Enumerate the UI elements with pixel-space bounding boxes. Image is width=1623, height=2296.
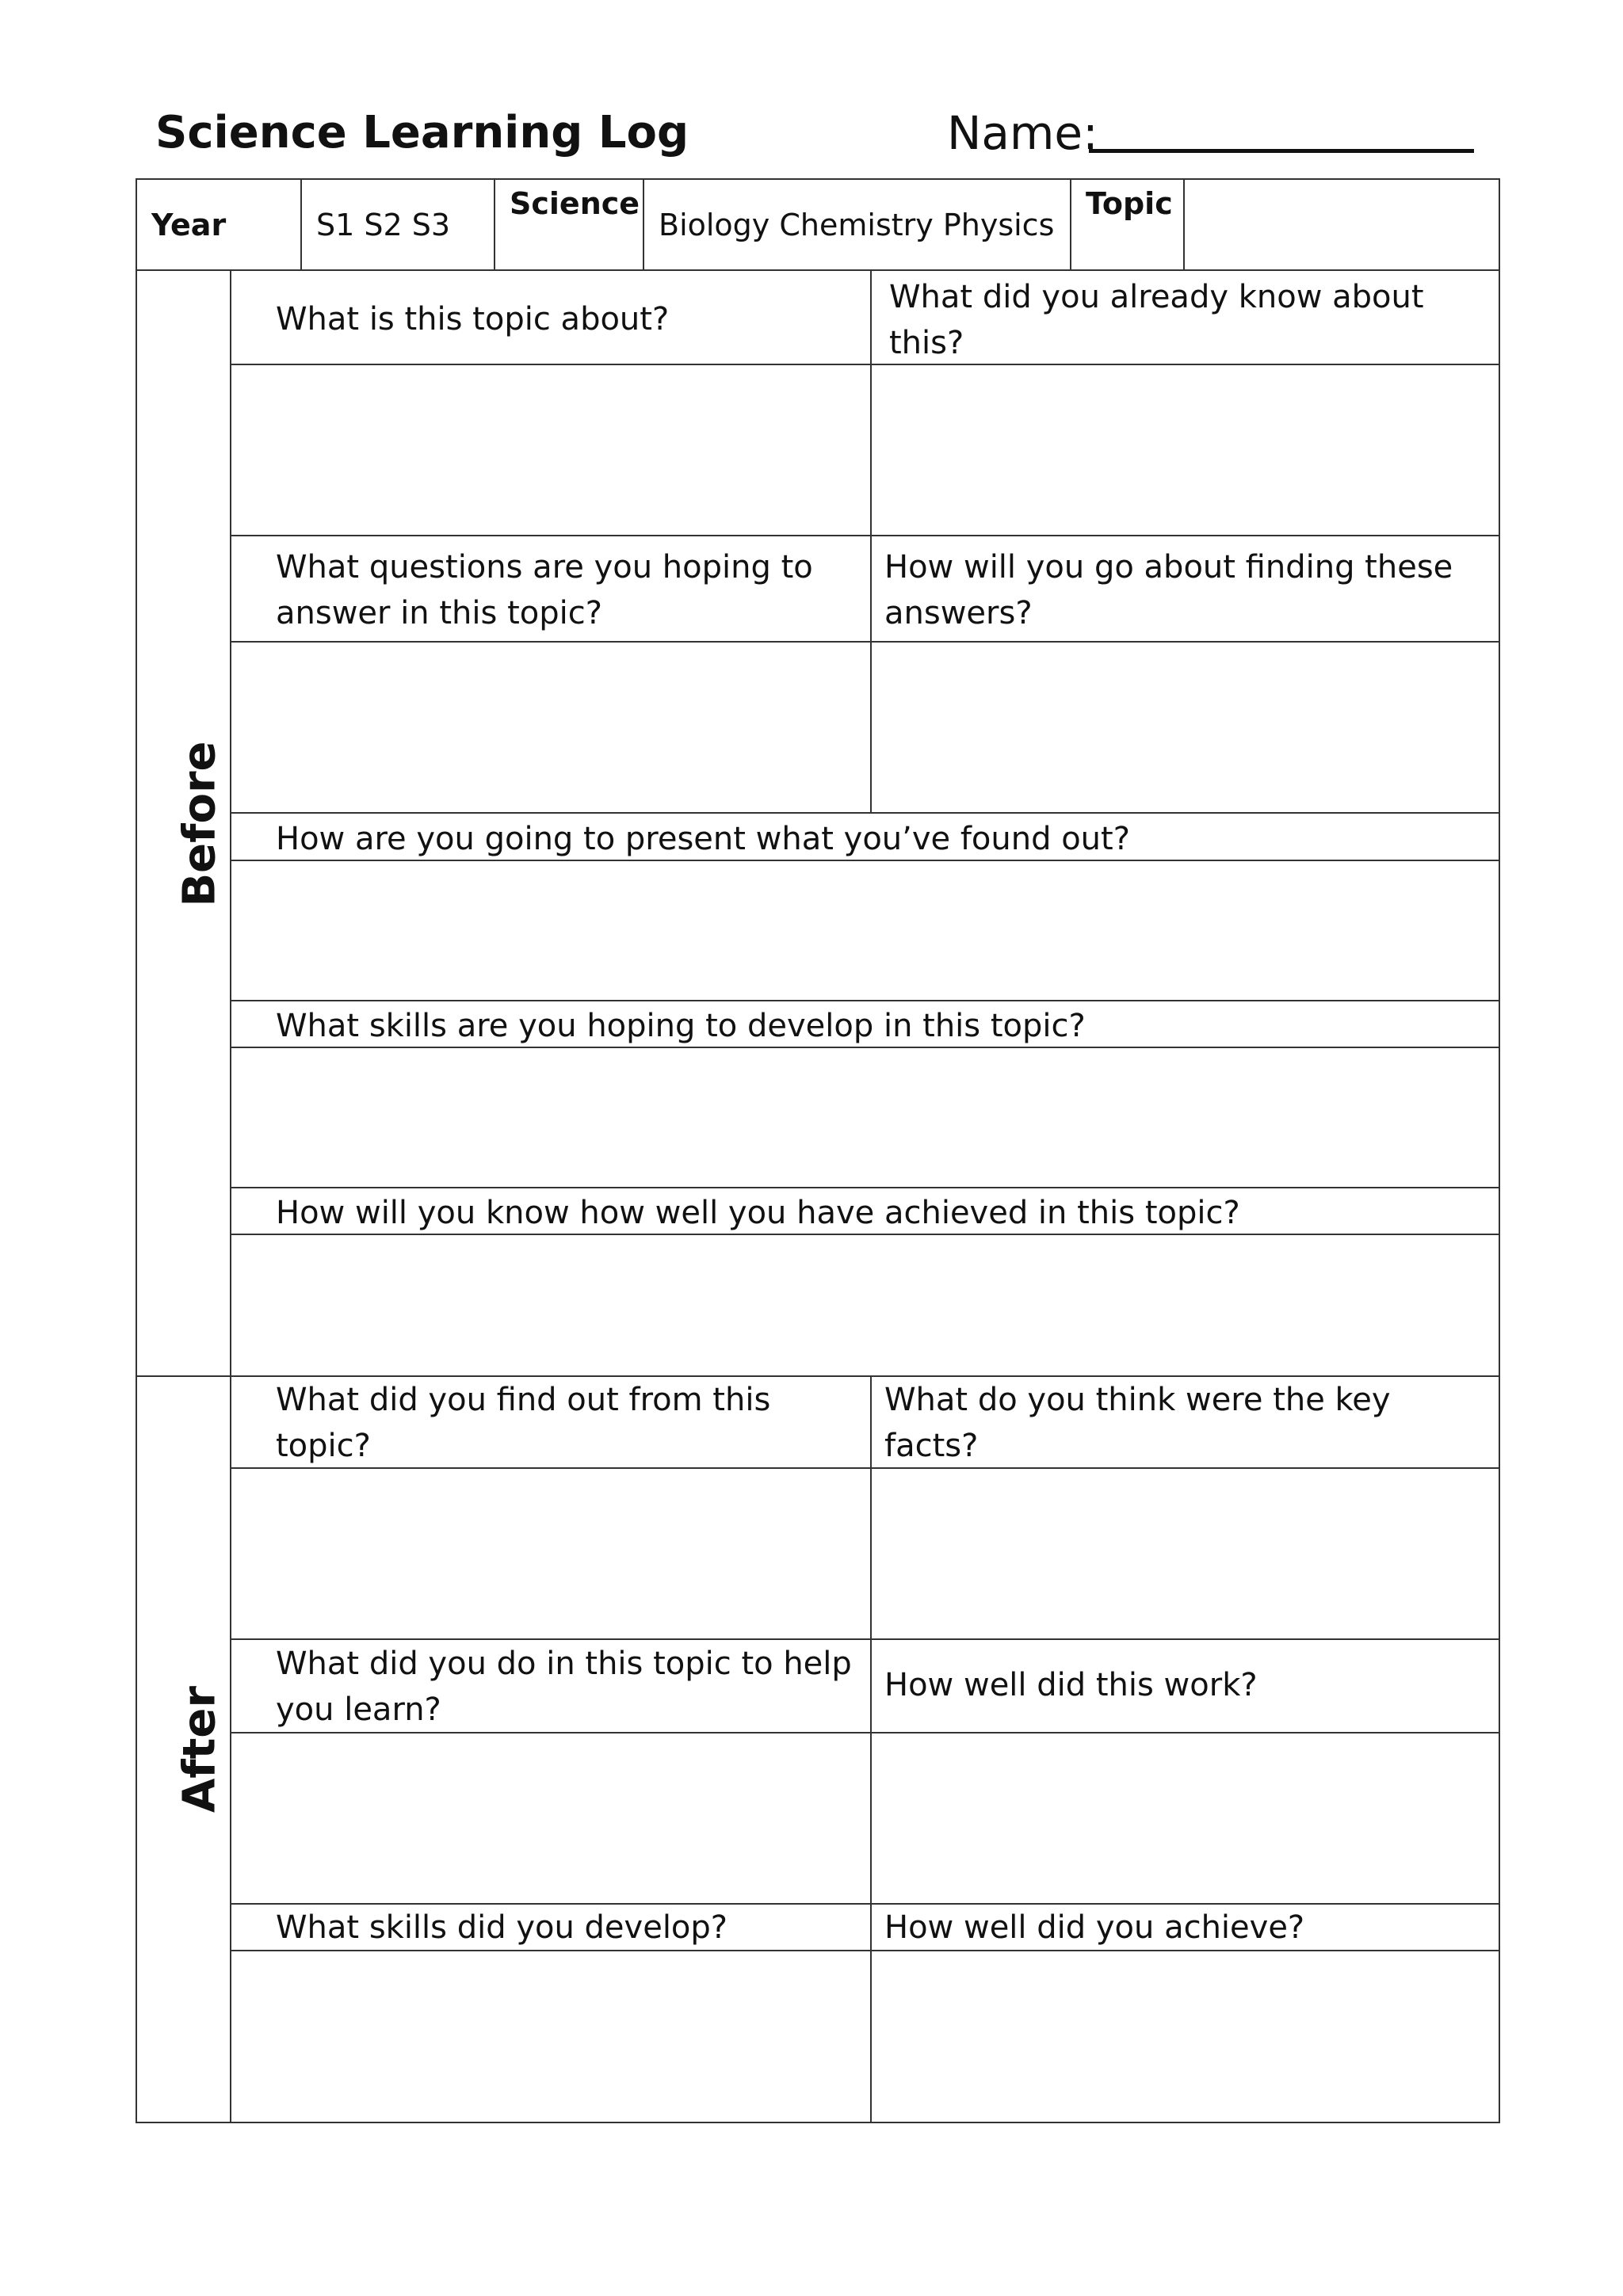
answer-box-skills-developed[interactable]	[231, 1951, 869, 2122]
before-question-skills-develop: What skills are you hoping to develop in this topic?	[276, 1008, 1086, 1044]
answer-box-how-well-achieve[interactable]	[872, 1951, 1499, 2122]
after-question-skills-developed: What skills did you develop?	[276, 1909, 728, 1946]
before-question-already-know: What did you already know about this?	[889, 279, 1424, 361]
answer-box-find-out[interactable]	[231, 1469, 869, 1637]
before-question-topic-about: What is this topic about?	[276, 301, 670, 338]
before-question-how-achieved: How will you know how well you have achieved in this topic?	[276, 1195, 1240, 1231]
answer-box-how-achieved[interactable]	[231, 1235, 1499, 1374]
year-label: Year	[137, 180, 302, 269]
topic-field[interactable]	[1185, 180, 1499, 269]
row-line	[230, 1638, 1500, 1640]
after-question-find-out: What did you find out from this topic?	[276, 1382, 771, 1464]
before-question-present: How are you going to present what you’ve found out?	[276, 821, 1130, 857]
after-question-help-learn: What did you do in this topic to help you learn?	[276, 1646, 852, 1728]
after-question-key-facts: What do you think were the key facts?	[884, 1382, 1391, 1464]
answer-box-help-learn[interactable]	[231, 1733, 869, 1901]
answer-box-key-facts[interactable]	[872, 1469, 1499, 1637]
before-section-label: Before	[174, 741, 226, 907]
answer-box-topic-about[interactable]	[231, 365, 869, 533]
answer-box-hoping-answer[interactable]	[231, 643, 869, 810]
science-options[interactable]: Biology Chemistry Physics	[644, 180, 1071, 269]
after-question-how-well-work: How well did this work?	[884, 1667, 1258, 1703]
year-options[interactable]: S1 S2 S3	[302, 180, 495, 269]
science-label: Science	[495, 180, 644, 269]
row-line	[230, 1000, 1500, 1001]
row-line	[230, 535, 1500, 536]
answer-box-finding-answers[interactable]	[872, 643, 1499, 810]
row-line	[230, 812, 1500, 814]
answer-box-skills-develop[interactable]	[231, 1048, 1499, 1185]
after-question-how-well-achieve: How well did you achieve?	[884, 1909, 1305, 1946]
info-row	[136, 178, 1500, 271]
answer-box-present[interactable]	[231, 861, 1499, 998]
before-question-hoping-answer: What questions are you hoping to answer in this topic?	[276, 549, 813, 631]
topic-label: Topic	[1071, 180, 1185, 269]
row-line	[230, 1187, 1500, 1188]
answer-box-already-know[interactable]	[872, 365, 1499, 533]
name-label: Name:	[947, 106, 1098, 160]
before-question-finding-answers: How will you go about finding these answers?	[884, 549, 1453, 631]
answer-box-how-well-work[interactable]	[872, 1733, 1499, 1901]
after-section-label: After	[174, 1685, 226, 1814]
name-field-line[interactable]	[1089, 149, 1474, 153]
page-title: Science Learning Log	[155, 107, 689, 158]
